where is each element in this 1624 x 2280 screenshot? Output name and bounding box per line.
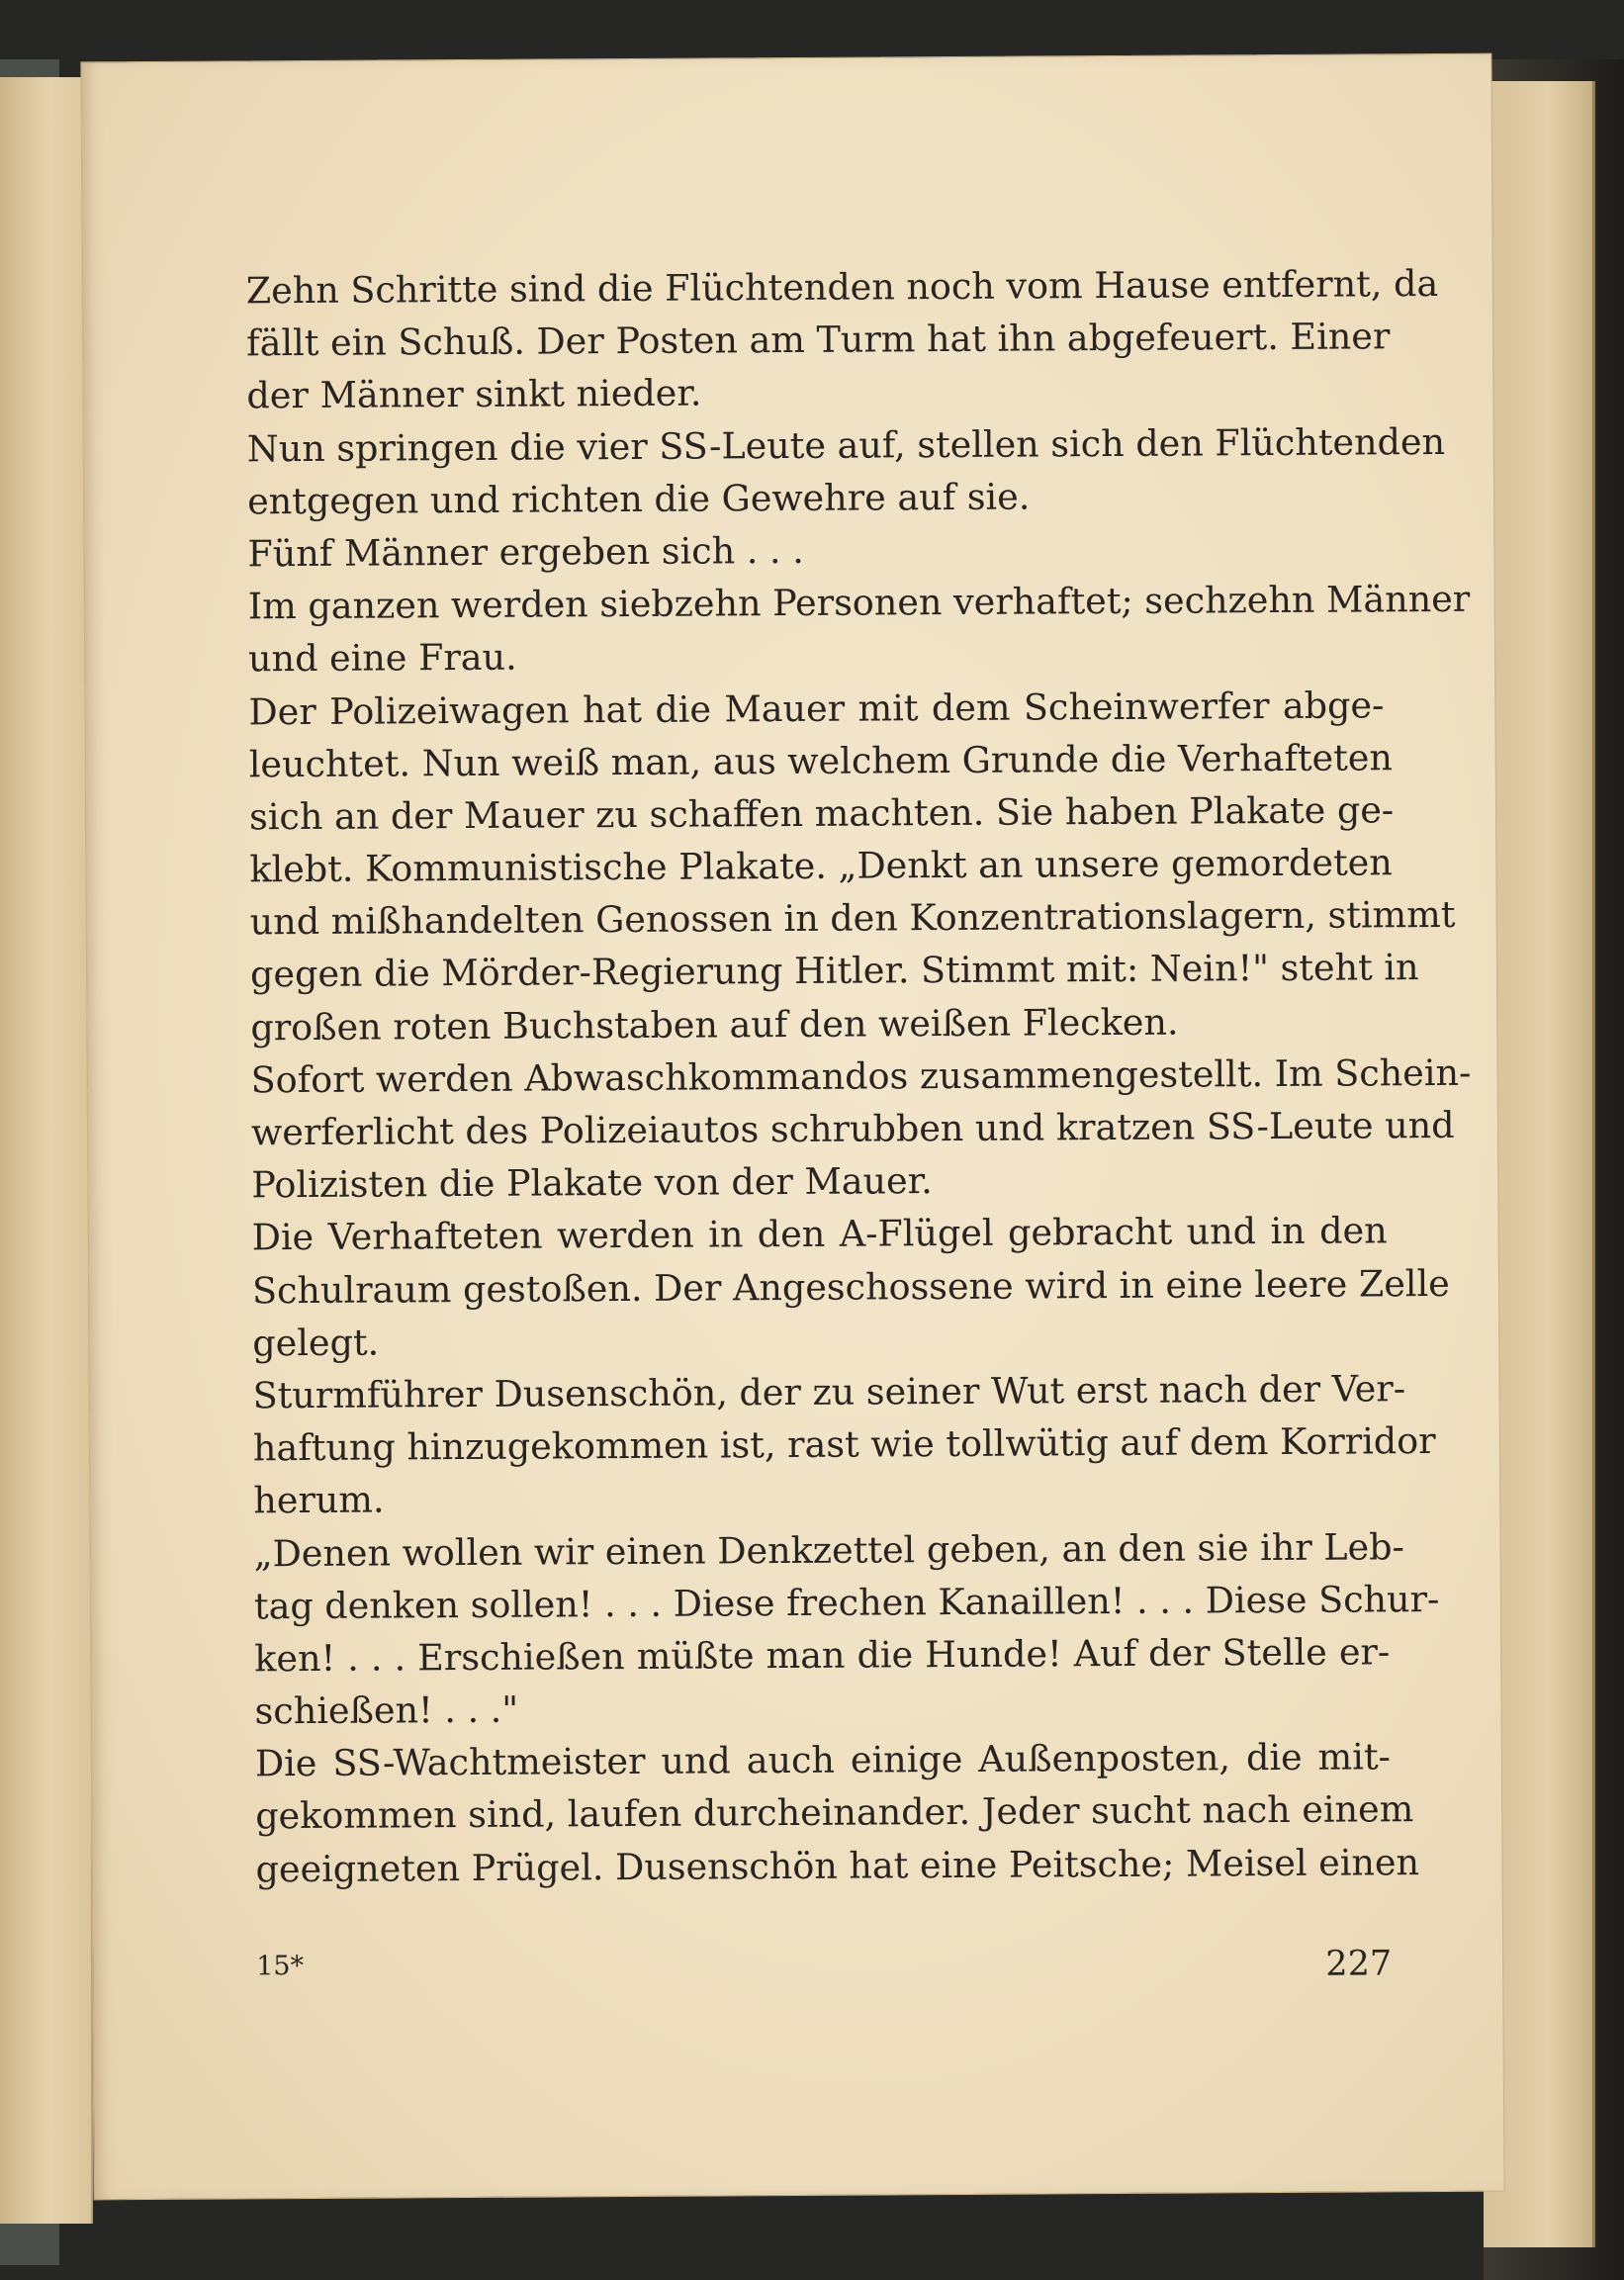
text-line: Die SS-Wachtmeister und auch einige Außenposten, die mit- xyxy=(254,1735,1392,1785)
text-line: haftung hinzugekommen ist, rast wie tollwütig auf dem Korridor xyxy=(252,1419,1436,1470)
text-line: gekommen sind, laufen durcheinander. Jeder sucht nach einem xyxy=(255,1787,1414,1838)
text-line: Im ganzen werden siebzehn Personen verhaftet; sechzehn Männer xyxy=(247,577,1471,628)
text-line: werferlicht des Polizeiautos schrubben und kratzen SS-Leute und xyxy=(250,1103,1455,1154)
text-line: sich an der Mauer zu schaffen machten. Sie haben Plakate ge- xyxy=(248,788,1395,839)
text-line: schießen! . . ." xyxy=(254,1687,519,1733)
body-text xyxy=(245,257,1472,1895)
previous-page-edge xyxy=(0,77,93,2224)
text-line: klebt. Kommunistische Plakate. „Denkt an unsere gemordeten xyxy=(249,841,1393,891)
text-line: tag denken sollen! . . . Diese frechen Kanaillen! . . . Diese Schur- xyxy=(253,1577,1440,1628)
text-line: Sofort werden Abwaschkommandos zusammengestellt. Im Schein- xyxy=(250,1050,1472,1102)
text-line: herum. xyxy=(253,1478,385,1522)
text-line: ken! . . . Erschießen müßte man die Hunde! Auf der Stelle er- xyxy=(254,1630,1391,1681)
text-line: und eine Frau. xyxy=(247,636,517,681)
text-line: „Denen wollen wir einen Denkzettel geben, an den sie ihr Leb- xyxy=(253,1524,1404,1575)
book-page xyxy=(80,53,1504,2201)
text-line: leuchtet. Nun weiß man, aus welchem Grunde die Verhafteten xyxy=(248,735,1394,786)
text-line: gegen die Mörder-Regierung Hitler. Stimmt mit: Nein!" steht in xyxy=(249,946,1419,996)
signature-mark: 15* xyxy=(256,1951,305,1982)
text-line: großen roten Buchstaben auf den weißen Flecken. xyxy=(250,1000,1179,1049)
text-line: Die Verhafteten werden in den A-Flügel gebracht und in den xyxy=(251,1209,1388,1259)
text-line: fällt ein Schuß. Der Posten am Turm hat ihn abgefeuert. Einer xyxy=(246,315,1391,365)
text-line: Fünf Männer ergeben sich . . . xyxy=(247,528,804,576)
text-line: entgegen und richten die Gewehre auf sie. xyxy=(246,475,1031,523)
text-line: gelegt. xyxy=(252,1321,380,1365)
text-line: Sturmführer Dusenschön, der zu seiner Wut erst nach der Ver- xyxy=(252,1367,1406,1417)
page-number: 227 xyxy=(1325,1944,1393,1984)
text-line: und mißhandelten Genossen in den Konzentrationslagern, stimmt xyxy=(249,893,1456,944)
text-line: Schulraum gestoßen. Der Angeschossene wird in eine leere Zelle xyxy=(251,1261,1450,1312)
text-line: geeigneten Prügel. Dusenschön hat eine Peitsche; Meisel einen xyxy=(255,1840,1420,1890)
text-line: Nun springen die vier SS-Leute auf, stellen sich den Flüchtenden xyxy=(246,419,1446,470)
text-line: Polizisten die Plakate von der Mauer. xyxy=(251,1159,933,1207)
text-line: Zehn Schritte sind die Flüchtenden noch vom Hause entfernt, da xyxy=(245,261,1439,313)
text-line: der Männer sinkt nieder. xyxy=(246,371,702,417)
text-line: Der Polizeiwagen hat die Mauer mit dem Scheinwerfer abge- xyxy=(248,683,1385,733)
